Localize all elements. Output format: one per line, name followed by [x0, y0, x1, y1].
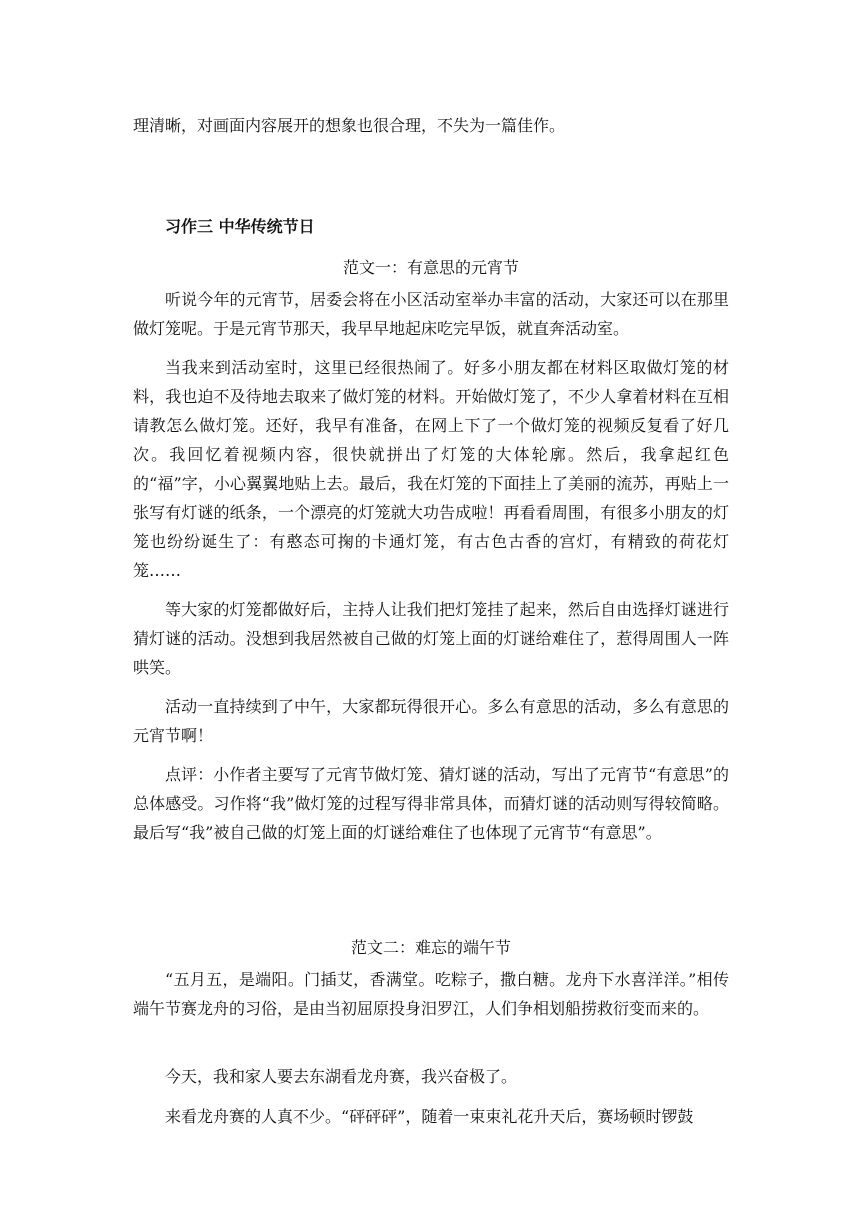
essay1-paragraph-4: 活动一直持续到了中午，大家都玩得很开心。多么有意思的活动，多么有意思的元宵节啊！: [133, 697, 729, 745]
essay1-paragraph-3: 等大家的灯笼都做好后，主持人让我们把灯笼挂了起来，然后自由选择灯谜进行猜灯谜的活动。没想到我居然被自己做的灯笼上面的灯谜给难住了，惹得周围人一阵哄笑。: [133, 600, 729, 677]
essay2-paragraph-2: 今天，我和家人要去东湖看龙舟赛，我兴奋极了。: [165, 1067, 518, 1086]
essay1-title: 范文一：有意思的元宵节: [342, 258, 519, 277]
essay2-paragraph-3: 来看龙舟赛的人真不少。“砰砰砰”，随着一束束礼花升天后，赛场顿时锣鼓: [165, 1107, 694, 1126]
essay2-paragraph-1: “五月五，是端阳。门插艾，香满堂。吃粽子，撒白糖。龙舟下水喜洋洋。”相传端午节赛龙舟的习俗，是由当初屈原投身汨罗江，人们争相划船捞救衍变而来的。: [133, 970, 729, 1018]
essay1-commentary: 点评：小作者主要写了元宵节做灯笼、猜灯谜的活动，写出了元宵节“有意思”的总体感受。习作将“我”做灯笼的过程写得非常具体，而猜灯谜的活动则写得较简略。最后写“我”被自己做的灯笼上面的灯谜给难住了也体现了元宵节“有意思”。: [133, 765, 729, 842]
section-heading: 习作三 中华传统节日: [165, 217, 315, 236]
essay2-title: 范文二：难忘的端午节: [350, 938, 511, 957]
essay1-paragraph-2: 当我来到活动室时，这里已经很热闹了。好多小朋友都在材料区取做灯笼的材料，我也迫不及待地去取来了做灯笼的材料。开始做灯笼了，不少人拿着材料在互相请教怎么做灯笼。还好，我早有准备，在网上下了一个做灯笼的视频反复看了好几次。我回忆着视频内容，很快就拼出了灯笼的大体轮廓。然后，我拿起红色的“福”字，小心翼翼地贴上去。最后，我在灯笼的下面挂上了美丽的流苏，再贴上一张写有灯谜的纸条，一个漂亮的灯笼就大功告成啦！再看看周围，有很多小朋友的灯笼也纷纷诞生了：有憨态可掬的卡通灯笼，有古色古香的宫灯，有精致的荷花灯笼……: [133, 358, 729, 580]
carryover-paragraph: 理清晰，对画面内容展开的想象也很合理，不失为一篇佳作。: [133, 116, 566, 135]
essay1-paragraph-1: 听说今年的元宵节，居委会将在小区活动室举办丰富的活动，大家还可以在那里做灯笼呢。于是元宵节那天，我早早地起床吃完早饭，就直奔活动室。: [133, 290, 729, 338]
